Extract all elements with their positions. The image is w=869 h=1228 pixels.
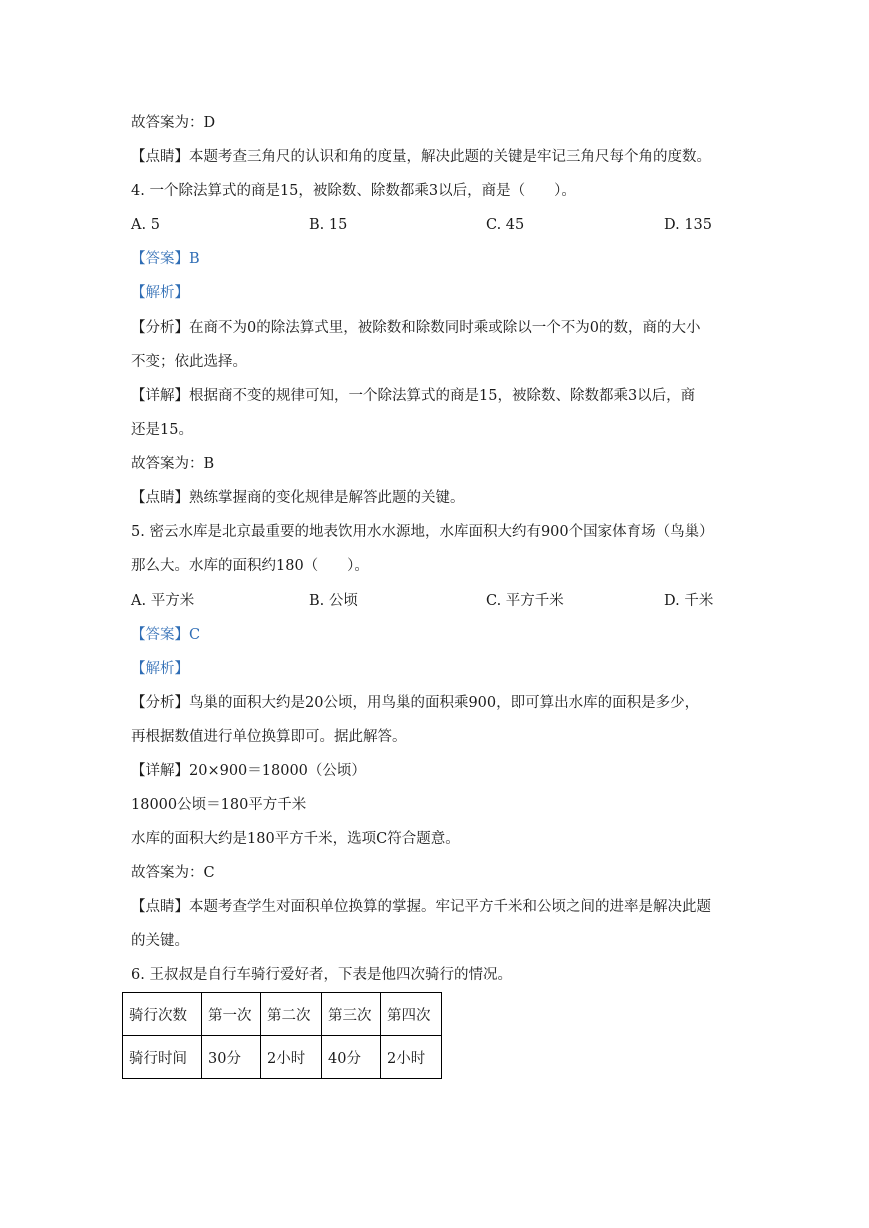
table-cell: 骑行次数 [123, 993, 202, 1036]
table-cell: 第二次 [261, 993, 322, 1036]
table-row [123, 1036, 442, 1079]
question-4: 4. 一个除法算式的商是15，被除数、除数都乘3以后，商是（ ）。 [131, 183, 576, 199]
q4-option-c: C. 45 [486, 217, 525, 233]
question-5-line-1: 5. 密云水库是北京最重要的地表饮用水水源地，水库面积大约有900个国家体育场（鸟巢） [131, 524, 714, 540]
q4-analysis-2: 不变；依此选择。 [131, 354, 247, 370]
table-cell: 第一次 [202, 993, 261, 1036]
comment-line: 【点睛】本题考查三角尺的认识和角的度量，解决此题的关键是牢记三角尺每个角的度数。 [131, 149, 711, 165]
q5-analysis-1: 【分析】鸟巢的面积大约是20公顷，用鸟巢的面积乘900，即可算出水库的面积是多少， [131, 695, 700, 711]
q5-final-answer: 故答案为：C [131, 865, 215, 881]
q5-analysis-2: 再根据数值进行单位换算即可。据此解答。 [131, 729, 407, 745]
q5-option-b: B. 公顷 [309, 593, 358, 609]
q4-option-b: B. 15 [309, 217, 348, 233]
q5-answer: 【答案】C [131, 627, 201, 643]
q5-detail-3: 水库的面积大约是180平方千米，选项C符合题意。 [131, 831, 460, 847]
table-cell: 第三次 [322, 993, 381, 1036]
table-row [123, 993, 442, 1036]
q5-option-a: A. 平方米 [131, 593, 195, 609]
q5-detail-2: 18000公顷＝180平方千米 [131, 797, 307, 813]
table-cell: 2小时 [381, 1036, 442, 1079]
table-cell: 2小时 [261, 1036, 322, 1079]
table-cell: 骑行时间 [123, 1036, 202, 1079]
q5-comment-1: 【点睛】本题考查学生对面积单位换算的掌握。牢记平方千米和公顷之间的进率是解决此题 [131, 899, 711, 915]
q4-detail-2: 还是15。 [131, 422, 193, 438]
q5-comment-2: 的关键。 [131, 933, 189, 949]
table-cell: 第四次 [381, 993, 442, 1036]
question-5-line-2: 那么大。水库的面积约180（ ）。 [131, 558, 369, 574]
q4-option-d: D. 135 [664, 217, 713, 233]
q4-option-a: A. 5 [131, 217, 160, 233]
q4-detail-1: 【详解】根据商不变的规律可知，一个除法算式的商是15，被除数、除数都乘3以后，商 [131, 388, 696, 404]
q5-option-d: D. 千米 [664, 593, 714, 609]
q5-detail-1: 【详解】20×900＝18000（公顷） [131, 763, 366, 779]
answer-line: 故答案为：D [131, 115, 216, 131]
table-cell: 40分 [322, 1036, 381, 1079]
question-6: 6. 王叔叔是自行车骑行爱好者，下表是他四次骑行的情况。 [131, 967, 512, 983]
q4-answer: 【答案】B [131, 251, 200, 267]
table-cell: 30分 [202, 1036, 261, 1079]
q4-comment: 【点睛】熟练掌握商的变化规律是解答此题的关键。 [131, 490, 465, 506]
ride-table [122, 992, 442, 1079]
q5-option-c: C. 平方千米 [486, 593, 564, 609]
q5-analysis-heading: 【解析】 [131, 661, 189, 677]
q4-analysis-1: 【分析】在商不为0的除法算式里，被除数和除数同时乘或除以一个不为0的数，商的大小 [131, 320, 701, 336]
q4-final-answer: 故答案为：B [131, 456, 215, 472]
q4-analysis-heading: 【解析】 [131, 285, 189, 301]
